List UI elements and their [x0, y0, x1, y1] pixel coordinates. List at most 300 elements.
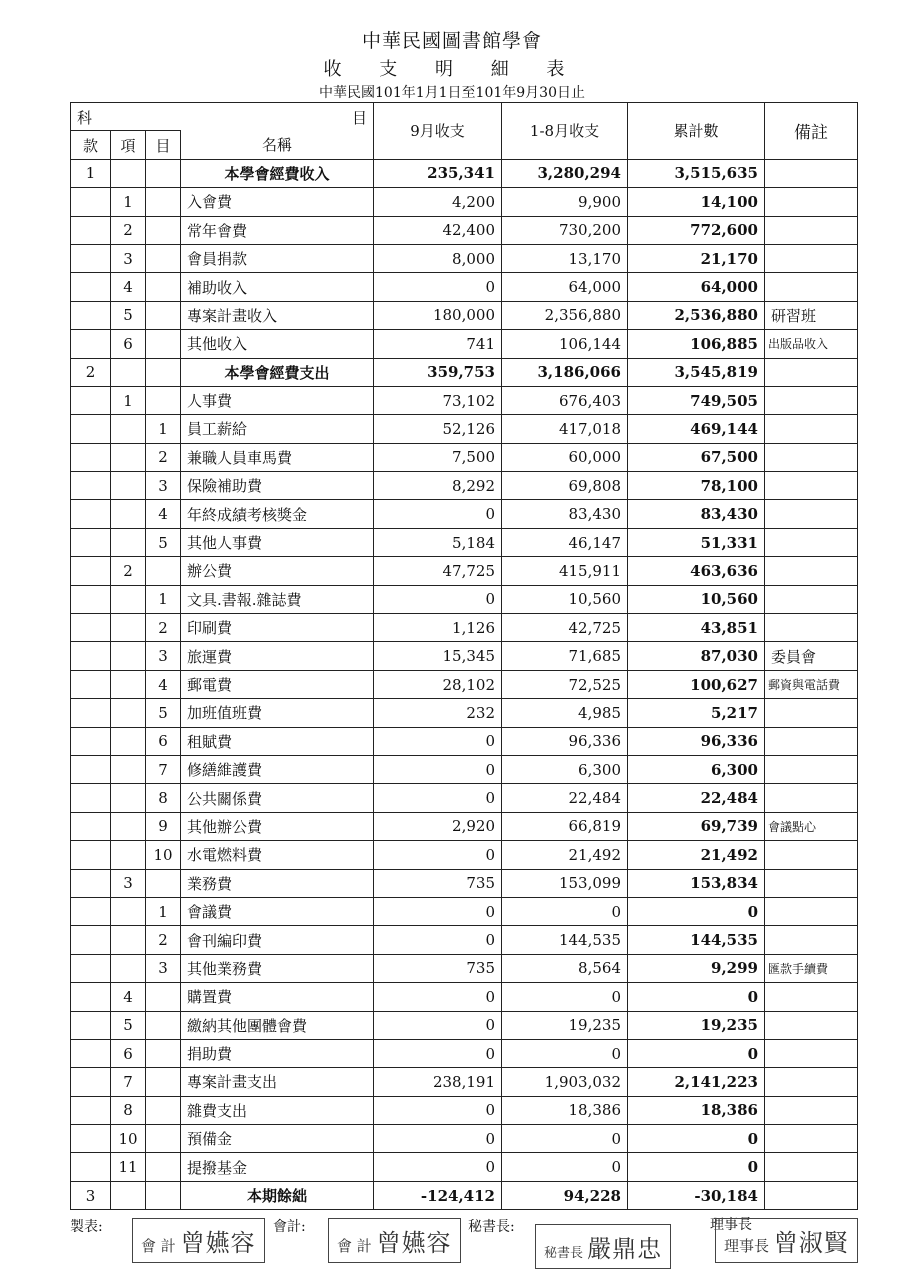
- mu-cell: 5: [146, 528, 181, 556]
- note-cell: [765, 1125, 858, 1153]
- total-value-cell: 0: [628, 1153, 765, 1181]
- accounting-stamp: [328, 1218, 461, 1263]
- jan-aug-value-cell: 64,000: [502, 273, 628, 301]
- sep-value-cell: 735: [374, 869, 502, 897]
- kuan-cell: [71, 954, 111, 982]
- table-row: [71, 244, 858, 272]
- xiang-cell: 5: [111, 1011, 146, 1039]
- sep-value-cell: 4,200: [374, 188, 502, 216]
- jan-aug-value-cell: 10,560: [502, 585, 628, 613]
- table-row: [71, 585, 858, 613]
- item-name-cell: 提撥基金: [181, 1153, 374, 1181]
- table-row: [71, 869, 858, 897]
- note-cell: [765, 1153, 858, 1181]
- jan-aug-value-cell: 8,564: [502, 954, 628, 982]
- mu-cell: [146, 188, 181, 216]
- ledger-table: [70, 102, 858, 1210]
- xiang-cell: 4: [111, 273, 146, 301]
- item-name-cell: 專案計畫支出: [181, 1068, 374, 1096]
- item-name-cell: 繳納其他團體會費: [181, 1011, 374, 1039]
- prepared-stamp-name: 曾嬿容: [180, 1229, 256, 1257]
- jan-aug-value-cell: 4,985: [502, 699, 628, 727]
- jan-aug-value-cell: 153,099: [502, 869, 628, 897]
- note-cell: [765, 159, 858, 187]
- xiang-cell: 1: [111, 386, 146, 414]
- jan-aug-value-cell: 18,386: [502, 1096, 628, 1124]
- xiang-cell: [111, 358, 146, 386]
- mu-cell: [146, 244, 181, 272]
- note-cell: [765, 926, 858, 954]
- jan-aug-value-cell: 21,492: [502, 841, 628, 869]
- header-xiang: 項: [111, 131, 146, 159]
- sep-value-cell: 28,102: [374, 670, 502, 698]
- table-row: [71, 983, 858, 1011]
- total-value-cell: -30,184: [628, 1181, 765, 1209]
- note-cell: 郵資與電話費: [765, 670, 858, 698]
- total-value-cell: 3,515,635: [628, 159, 765, 187]
- secretary-stamp: [535, 1224, 671, 1269]
- table-row: [71, 642, 858, 670]
- table-row: [71, 699, 858, 727]
- item-name-cell: 業務費: [181, 869, 374, 897]
- sep-value-cell: 42,400: [374, 216, 502, 244]
- mu-cell: 1: [146, 897, 181, 925]
- jan-aug-value-cell: 69,808: [502, 472, 628, 500]
- item-name-cell: 郵電費: [181, 670, 374, 698]
- table-row: [71, 273, 858, 301]
- table-row: [71, 755, 858, 783]
- note-cell: [765, 614, 858, 642]
- jan-aug-value-cell: 46,147: [502, 528, 628, 556]
- header-kuan: 款: [71, 131, 111, 159]
- total-value-cell: 0: [628, 897, 765, 925]
- xiang-cell: 6: [111, 330, 146, 358]
- sep-value-cell: 0: [374, 727, 502, 755]
- table-row: [71, 670, 858, 698]
- kuan-cell: [71, 386, 111, 414]
- prepared-stamp: [132, 1218, 265, 1263]
- total-value-cell: 2,536,880: [628, 301, 765, 329]
- jan-aug-value-cell: 730,200: [502, 216, 628, 244]
- kuan-cell: [71, 330, 111, 358]
- jan-aug-value-cell: 83,430: [502, 500, 628, 528]
- mu-cell: [146, 1039, 181, 1067]
- xiang-cell: [111, 528, 146, 556]
- signature-row: [70, 1214, 870, 1264]
- note-cell: [765, 472, 858, 500]
- table-row: [71, 727, 858, 755]
- kuan-cell: [71, 443, 111, 471]
- note-cell: [765, 500, 858, 528]
- total-value-cell: 87,030: [628, 642, 765, 670]
- mu-cell: [146, 386, 181, 414]
- item-name-cell: 保險補助費: [181, 472, 374, 500]
- item-name-cell: 其他人事費: [181, 528, 374, 556]
- table-row: [71, 1039, 858, 1067]
- kuan-cell: [71, 983, 111, 1011]
- sep-value-cell: 0: [374, 841, 502, 869]
- note-cell: 委員會: [765, 642, 858, 670]
- table-row: [71, 812, 858, 840]
- item-name-cell: 本期餘絀: [181, 1181, 374, 1209]
- item-name-cell: 會員捐款: [181, 244, 374, 272]
- jan-aug-value-cell: 3,280,294: [502, 159, 628, 187]
- note-cell: [765, 699, 858, 727]
- jan-aug-value-cell: 19,235: [502, 1011, 628, 1039]
- note-cell: [765, 528, 858, 556]
- table-row: [71, 1153, 858, 1181]
- kuan-cell: 1: [71, 159, 111, 187]
- jan-aug-value-cell: 0: [502, 1153, 628, 1181]
- note-cell: [765, 869, 858, 897]
- header-ke: 科: [77, 109, 93, 127]
- total-value-cell: 6,300: [628, 755, 765, 783]
- kuan-cell: [71, 755, 111, 783]
- sep-value-cell: 0: [374, 755, 502, 783]
- total-value-cell: 19,235: [628, 1011, 765, 1039]
- sep-value-cell: 15,345: [374, 642, 502, 670]
- header-sep: 9月收支: [374, 103, 502, 160]
- kuan-cell: [71, 244, 111, 272]
- note-cell: [765, 244, 858, 272]
- table-row: [71, 954, 858, 982]
- xiang-cell: [111, 699, 146, 727]
- item-name-cell: 專案計畫收入: [181, 301, 374, 329]
- item-name-cell: 補助收入: [181, 273, 374, 301]
- jan-aug-value-cell: 9,900: [502, 188, 628, 216]
- accounting-label: 會計:: [273, 1219, 306, 1235]
- kuan-cell: [71, 1068, 111, 1096]
- mu-cell: [146, 159, 181, 187]
- header-mu: 目: [146, 131, 181, 159]
- sep-value-cell: 0: [374, 1011, 502, 1039]
- sep-value-cell: 359,753: [374, 358, 502, 386]
- accounting-stamp-name: 曾嬿容: [376, 1229, 452, 1257]
- secretary-label: 秘書長:: [468, 1219, 515, 1235]
- sep-value-cell: 73,102: [374, 386, 502, 414]
- org-title: 中華民國圖書館學會: [361, 30, 542, 52]
- xiang-cell: [111, 812, 146, 840]
- xiang-cell: [111, 585, 146, 613]
- note-cell: [765, 1068, 858, 1096]
- mu-cell: 10: [146, 841, 181, 869]
- sep-value-cell: 47,725: [374, 557, 502, 585]
- mu-cell: [146, 330, 181, 358]
- header-name: 名稱: [181, 131, 374, 159]
- kuan-cell: [71, 670, 111, 698]
- jan-aug-value-cell: 42,725: [502, 614, 628, 642]
- sep-value-cell: 52,126: [374, 415, 502, 443]
- note-cell: 會議點心: [765, 812, 858, 840]
- table-row: [71, 1096, 858, 1124]
- xiang-cell: 8: [111, 1096, 146, 1124]
- sep-value-cell: 0: [374, 926, 502, 954]
- mu-cell: 4: [146, 500, 181, 528]
- jan-aug-value-cell: 2,356,880: [502, 301, 628, 329]
- sep-value-cell: 735: [374, 954, 502, 982]
- table-row: [71, 1125, 858, 1153]
- xiang-cell: [111, 727, 146, 755]
- jan-aug-value-cell: 71,685: [502, 642, 628, 670]
- sep-value-cell: 2,920: [374, 812, 502, 840]
- total-value-cell: 106,885: [628, 330, 765, 358]
- item-name-cell: 修繕維護費: [181, 755, 374, 783]
- kuan-cell: 2: [71, 358, 111, 386]
- mu-cell: 2: [146, 614, 181, 642]
- sep-value-cell: 0: [374, 500, 502, 528]
- mu-cell: 7: [146, 755, 181, 783]
- table-row: [71, 386, 858, 414]
- mu-cell: [146, 869, 181, 897]
- mu-cell: 2: [146, 926, 181, 954]
- table-row: [71, 188, 858, 216]
- table-row: [71, 926, 858, 954]
- chair-stamp: [715, 1218, 858, 1263]
- mu-cell: [146, 983, 181, 1011]
- kuan-cell: [71, 812, 111, 840]
- mu-cell: [146, 216, 181, 244]
- mu-cell: 1: [146, 585, 181, 613]
- note-cell: [765, 415, 858, 443]
- jan-aug-value-cell: 60,000: [502, 443, 628, 471]
- total-value-cell: 9,299: [628, 954, 765, 982]
- note-cell: [765, 897, 858, 925]
- item-name-cell: 常年會費: [181, 216, 374, 244]
- sep-value-cell: 0: [374, 585, 502, 613]
- jan-aug-value-cell: 72,525: [502, 670, 628, 698]
- note-cell: [765, 585, 858, 613]
- total-value-cell: 0: [628, 1125, 765, 1153]
- secretary-stamp-name: 嚴鼎忠: [587, 1235, 663, 1263]
- jan-aug-value-cell: 66,819: [502, 812, 628, 840]
- sep-value-cell: 0: [374, 784, 502, 812]
- note-cell: [765, 755, 858, 783]
- xiang-cell: 2: [111, 557, 146, 585]
- header-total: 累計數: [628, 103, 765, 160]
- header-jan-aug: 1-8月收支: [502, 103, 628, 160]
- jan-aug-value-cell: 1,903,032: [502, 1068, 628, 1096]
- item-name-cell: 雜費支出: [181, 1096, 374, 1124]
- jan-aug-value-cell: 0: [502, 897, 628, 925]
- note-cell: [765, 1181, 858, 1209]
- kuan-cell: [71, 897, 111, 925]
- xiang-cell: [111, 642, 146, 670]
- total-value-cell: 463,636: [628, 557, 765, 585]
- kuan-cell: [71, 869, 111, 897]
- xiang-cell: 3: [111, 869, 146, 897]
- kuan-cell: [71, 1096, 111, 1124]
- item-name-cell: 會議費: [181, 897, 374, 925]
- item-name-cell: 預備金: [181, 1125, 374, 1153]
- total-value-cell: 5,217: [628, 699, 765, 727]
- total-value-cell: 469,144: [628, 415, 765, 443]
- item-name-cell: 員工薪給: [181, 415, 374, 443]
- item-name-cell: 本學會經費支出: [181, 358, 374, 386]
- item-name-cell: 購置費: [181, 983, 374, 1011]
- note-cell: [765, 557, 858, 585]
- total-value-cell: 100,627: [628, 670, 765, 698]
- xiang-cell: 7: [111, 1068, 146, 1096]
- note-cell: [765, 1039, 858, 1067]
- table-row: [71, 415, 858, 443]
- item-name-cell: 加班值班費: [181, 699, 374, 727]
- note-cell: 研習班: [765, 301, 858, 329]
- mu-cell: [146, 1068, 181, 1096]
- kuan-cell: [71, 926, 111, 954]
- sep-value-cell: 8,000: [374, 244, 502, 272]
- sep-value-cell: 0: [374, 273, 502, 301]
- kuan-cell: [71, 699, 111, 727]
- note-cell: [765, 727, 858, 755]
- table-row: [71, 1068, 858, 1096]
- sep-value-cell: 8,292: [374, 472, 502, 500]
- mu-cell: 1: [146, 415, 181, 443]
- jan-aug-value-cell: 0: [502, 1125, 628, 1153]
- item-name-cell: 其他辦公費: [181, 812, 374, 840]
- report-period: 中華民國101年1月1日至101年9月30日止: [319, 85, 585, 101]
- kuan-cell: [71, 301, 111, 329]
- jan-aug-value-cell: 417,018: [502, 415, 628, 443]
- sep-value-cell: -124,412: [374, 1181, 502, 1209]
- xiang-cell: 11: [111, 1153, 146, 1181]
- jan-aug-value-cell: 144,535: [502, 926, 628, 954]
- kuan-cell: [71, 528, 111, 556]
- table-row: [71, 897, 858, 925]
- item-name-cell: 年終成績考核獎金: [181, 500, 374, 528]
- jan-aug-value-cell: 0: [502, 1039, 628, 1067]
- total-value-cell: 96,336: [628, 727, 765, 755]
- accounting-stamp-title: 會 計: [337, 1237, 372, 1255]
- kuan-cell: [71, 642, 111, 670]
- mu-cell: 3: [146, 472, 181, 500]
- xiang-cell: [111, 926, 146, 954]
- xiang-cell: [111, 841, 146, 869]
- kuan-cell: [71, 727, 111, 755]
- total-value-cell: 21,170: [628, 244, 765, 272]
- kuan-cell: [71, 273, 111, 301]
- table-row: [71, 472, 858, 500]
- item-name-cell: 印刷費: [181, 614, 374, 642]
- note-cell: [765, 188, 858, 216]
- note-cell: [765, 443, 858, 471]
- note-cell: [765, 841, 858, 869]
- table-row: [71, 216, 858, 244]
- total-value-cell: 69,739: [628, 812, 765, 840]
- table-row: [71, 443, 858, 471]
- prepared-stamp-title: 會 計: [141, 1237, 176, 1255]
- total-value-cell: 51,331: [628, 528, 765, 556]
- sep-value-cell: 0: [374, 1153, 502, 1181]
- jan-aug-value-cell: 22,484: [502, 784, 628, 812]
- jan-aug-value-cell: 13,170: [502, 244, 628, 272]
- sep-value-cell: 0: [374, 1096, 502, 1124]
- kuan-cell: [71, 557, 111, 585]
- sep-value-cell: 0: [374, 1125, 502, 1153]
- item-name-cell: 水電燃料費: [181, 841, 374, 869]
- mu-cell: [146, 557, 181, 585]
- mu-cell: [146, 273, 181, 301]
- xiang-cell: [111, 784, 146, 812]
- table-row: [71, 614, 858, 642]
- total-value-cell: 2,141,223: [628, 1068, 765, 1096]
- total-value-cell: 14,100: [628, 188, 765, 216]
- jan-aug-value-cell: 106,144: [502, 330, 628, 358]
- sep-value-cell: 7,500: [374, 443, 502, 471]
- sep-value-cell: 232: [374, 699, 502, 727]
- note-cell: [765, 784, 858, 812]
- mu-cell: [146, 1096, 181, 1124]
- table-row: [71, 1181, 858, 1209]
- sep-value-cell: 0: [374, 897, 502, 925]
- kuan-cell: [71, 188, 111, 216]
- mu-cell: 6: [146, 727, 181, 755]
- kuan-cell: [71, 1039, 111, 1067]
- mu-cell: [146, 358, 181, 386]
- kuan-cell: [71, 216, 111, 244]
- total-value-cell: 64,000: [628, 273, 765, 301]
- table-row: [71, 358, 858, 386]
- table-row: [71, 330, 858, 358]
- item-name-cell: 租賦費: [181, 727, 374, 755]
- chair-stamp-name: 曾淑賢: [773, 1229, 849, 1257]
- kuan-cell: [71, 500, 111, 528]
- xiang-cell: [111, 159, 146, 187]
- sep-value-cell: 741: [374, 330, 502, 358]
- kuan-cell: [71, 784, 111, 812]
- table-row: [71, 500, 858, 528]
- kuan-cell: [71, 415, 111, 443]
- sep-value-cell: 5,184: [374, 528, 502, 556]
- note-cell: [765, 983, 858, 1011]
- xiang-cell: [111, 954, 146, 982]
- note-cell: 匯款手續費: [765, 954, 858, 982]
- jan-aug-value-cell: 415,911: [502, 557, 628, 585]
- jan-aug-value-cell: 3,186,066: [502, 358, 628, 386]
- xiang-cell: [111, 500, 146, 528]
- total-value-cell: 83,430: [628, 500, 765, 528]
- total-value-cell: 22,484: [628, 784, 765, 812]
- sep-value-cell: 235,341: [374, 159, 502, 187]
- item-name-cell: 入會費: [181, 188, 374, 216]
- total-value-cell: 67,500: [628, 443, 765, 471]
- note-cell: [765, 1096, 858, 1124]
- kuan-cell: [71, 1153, 111, 1181]
- kuan-cell: [71, 472, 111, 500]
- item-name-cell: 捐助費: [181, 1039, 374, 1067]
- table-row: [71, 841, 858, 869]
- total-value-cell: 772,600: [628, 216, 765, 244]
- xiang-cell: 1: [111, 188, 146, 216]
- item-name-cell: 人事費: [181, 386, 374, 414]
- table-row: [71, 528, 858, 556]
- kuan-cell: [71, 841, 111, 869]
- table-row: [71, 784, 858, 812]
- kuan-cell: 3: [71, 1181, 111, 1209]
- item-name-cell: 公共關係費: [181, 784, 374, 812]
- total-value-cell: 78,100: [628, 472, 765, 500]
- note-cell: [765, 358, 858, 386]
- xiang-cell: 5: [111, 301, 146, 329]
- xiang-cell: 2: [111, 216, 146, 244]
- kuan-cell: [71, 585, 111, 613]
- mu-cell: [146, 1011, 181, 1039]
- note-cell: [765, 273, 858, 301]
- mu-cell: [146, 1153, 181, 1181]
- chair-label: 理事長: [710, 1217, 752, 1233]
- xiang-cell: [111, 472, 146, 500]
- xiang-cell: [111, 755, 146, 783]
- mu-cell: 5: [146, 699, 181, 727]
